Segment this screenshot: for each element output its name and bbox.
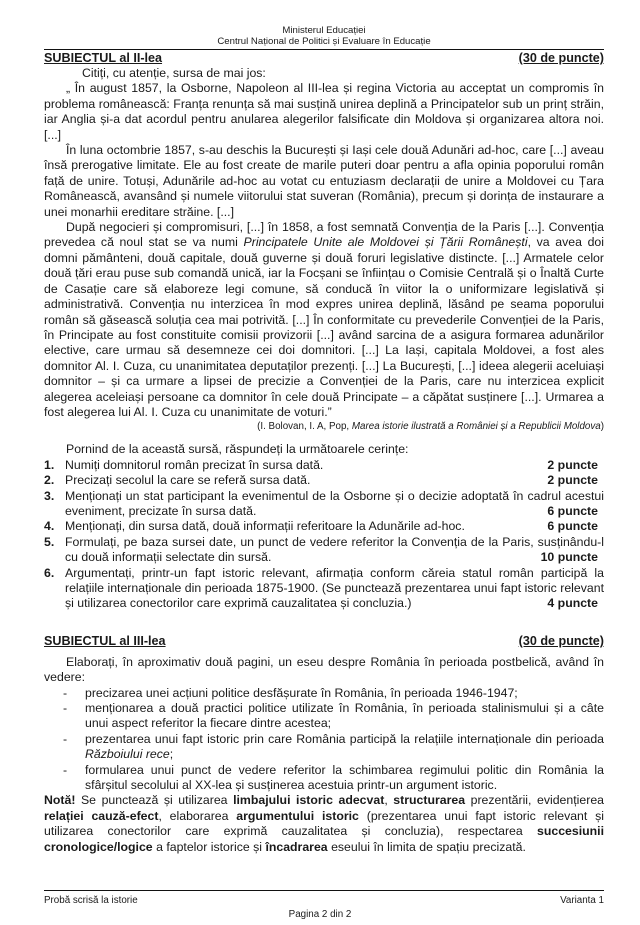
bold-term: relației cauză-efect	[44, 808, 159, 823]
subject-2-title: SUBIECTUL al II-lea	[44, 51, 163, 65]
text-span: După negocieri și compromisuri, [...] în 1858, a fost semnată Convenția de la Paris [...]. Convenția prevedea că noul stat se va numi	[44, 220, 604, 250]
text-span: a faptelor istorice și	[152, 839, 266, 854]
footer-divider	[44, 890, 604, 891]
subject-2-points: (30 de puncte)	[518, 51, 604, 65]
source-paragraph-1: „ În august 1857, la Osborne, Napoleon al III-lea și regina Victoria au acceptat un compromis în problema românească: Franța renunța să mai susțină unirea deplină a Principatelor sub un prinț străin, iar Anglia și-a dat acordul pentru anularea alegerilor falsificate din Moldova și organizarea altora noi. [...]	[44, 81, 604, 142]
dash-bullet-icon: -	[63, 701, 68, 716]
question-row	[65, 519, 604, 534]
bold-term: structurarea	[393, 793, 466, 808]
questions-list	[44, 458, 604, 612]
text-span: prezentării, evidențierea	[465, 793, 605, 808]
text-span: ,	[384, 793, 394, 808]
requirement-item	[44, 686, 604, 701]
question-number: 2.	[44, 473, 55, 488]
dash-bullet-icon: -	[63, 731, 68, 746]
cold-war-italic: Războiului rece	[85, 747, 170, 762]
subject-2-heading	[44, 51, 604, 66]
subject-2-source	[44, 66, 604, 420]
exam-name: Probă scrisă la istorie	[44, 895, 138, 906]
ministry-name: Ministerul Educației	[282, 25, 366, 36]
instruction: Citiți, cu atenție, sursa de mai jos:	[82, 66, 266, 80]
requirement-item	[44, 763, 604, 794]
question-points: 2 puncte	[547, 457, 598, 472]
question-row	[65, 473, 604, 488]
question-item	[44, 489, 604, 520]
question-number: 5.	[44, 534, 55, 549]
question-number: 4.	[44, 519, 55, 534]
question-text: Argumentați, printr-un fapt istoric relevant, afirmația conform căreia statul român participă la relațiile internaționale din perioada 1875-1900. (Se punctează prezentarea unui fapt istoric relevant și utilizarea conectorilor care exprimă cauzalitatea și concluzia.)	[65, 565, 604, 611]
text-span: prezentarea unui fapt istoric prin care România participă la relațiile internaționale din perioada	[85, 731, 604, 746]
source-paragraph-2: În luna octombrie 1857, s-au deschis la București și Iași cele două Adunări ad-hoc, care [...] aveau însă prerogative limitate. Ele au fost create de marile puteri doar pentru a afla opinia poporului român față de unire. Totuși, Adunările ad-hoc au votat cu entuziasm declarații de unire a Moldovei cu Țara Românească, avansând și numele viitorului stat suveran (România), precum și dorința de instaurare a unei monarhii ereditare străine. [...]	[44, 143, 604, 219]
source-paragraph-3	[44, 220, 604, 420]
source-citation	[44, 421, 604, 433]
question-block	[65, 489, 604, 520]
question-text: Menționați, din sursa dată, două informații referitoare la Adunările ad-hoc.	[65, 519, 465, 534]
question-points: 6 puncte	[547, 519, 598, 534]
requirement-text	[85, 732, 604, 763]
requirement-item	[44, 732, 604, 763]
text-span: , elaborarea	[158, 808, 237, 823]
question-row	[65, 458, 604, 473]
requirement-text: precizarea unei acțiuni politice desfășurate în România, în perioada 1946-1947;	[85, 685, 518, 700]
header-divider	[44, 49, 604, 50]
requirement-item	[44, 701, 604, 732]
bold-term: încadrarea	[265, 839, 328, 854]
question-block	[65, 566, 604, 612]
question-item	[44, 458, 604, 473]
page-number: Pagina 2 din 2	[288, 909, 352, 920]
question-points: 2 puncte	[547, 473, 598, 488]
center-name: Centrul Național de Politici și Evaluare în Educație	[217, 36, 431, 47]
text-span: (prezentarea unui fapt istoric relevant și utilizarea conectorilor care exprimă cauzalitatea și concluzia), respectarea	[44, 808, 605, 839]
question-item	[44, 473, 604, 488]
question-points: 6 puncte	[547, 503, 598, 518]
dash-bullet-icon: -	[63, 685, 68, 700]
question-item	[44, 519, 604, 534]
bold-term: limbajului istoric adecvat	[233, 793, 385, 808]
questions-intro: Pornind de la această sursă, răspundeți la următoarele cerințe:	[66, 442, 409, 457]
text-span: Se punctează și utilizarea	[75, 793, 234, 808]
subject-3-points: (30 de puncte)	[518, 633, 604, 648]
text-span: , va avea doi domni pământeni, două capitale, două guverne și două foruri legislative distincte. [...] Armatele celor două țări erau puse sub comandă unică, iar la Focșani se înființau o Comisie Centrală și o Înaltă Curte de Casație care să elaboreze legi comune, să conducă în viitor la o uniformizare legislativă și administrativă. Convenția nu interzicea în mod expres unirea deplină, lăsând pe seama poporului român să găsească soluția cea mai potrivită. [...] În conformitate cu prevederile Convenției de la Paris, în Principate au fost constituite comisii provizorii [...] având sarcina de a asigura formarea adunărilor elective, care urmau să desemneze cei doi domnitori. [...] La Iași, capitala Moldovei, a fost ales domnitor Al. I. Cuza, cu unanimitatea deputaților prezenți. [...] La București, [...] ideea alegerii aceluiași domnitor – și ca urmare a lipsei de precizie a Convenției de la Paris, care nu interzicea explicit alegerea aceleiași persoane ca domnitor în cele două Principate – a căpătat susținere [...]. Urmarea a fost alegerea lui Al. I. Cuza cu unanimitate de voturi.”	[44, 235, 604, 419]
citation-end: )	[600, 421, 604, 433]
question-item	[44, 535, 604, 566]
question-block	[65, 535, 604, 566]
question-number: 3.	[44, 488, 55, 503]
citation-title: Marea istorie ilustrată a României și a Republicii Moldova	[351, 421, 601, 433]
question-points: 4 puncte	[547, 596, 598, 611]
citation-authors: (I. Bolovan, I. A, Pop,	[257, 421, 352, 433]
requirement-text: menționarea a două practici politice utilizate în România, în perioada stalinismului și a câte unui aspect referitor la fiecare dintre acestea;	[85, 701, 604, 731]
question-text: Menționați un stat participant la evenimentul de la Osborne și o decizie adoptată în cadrul acestui eveniment, precizate în sursa dată.	[65, 488, 604, 518]
question-points: 10 puncte	[540, 550, 598, 565]
essay-intro: Elaborați, în aproximativ două pagini, un eseu despre România în perioada postbelică, având în vedere:	[44, 654, 604, 685]
page-header	[44, 0, 604, 47]
page-footer	[44, 895, 604, 907]
question-number: 6.	[44, 565, 55, 580]
question-text: Formulați, pe baza sursei date, un punct de vedere referitor la Convenția de la Paris, susținându-l cu două informații selectate din sursă.	[65, 534, 604, 565]
variant-label: Varianta 1	[560, 895, 604, 906]
subject-3-title: SUBIECTUL al III-lea	[44, 633, 166, 648]
text-span: ;	[169, 747, 174, 762]
exam-page	[44, 0, 604, 855]
question-text: Precizați secolul la care se referă sursa dată.	[65, 473, 311, 488]
question-item	[44, 566, 604, 612]
grading-note	[44, 793, 604, 855]
note-label: Notă!	[44, 793, 76, 808]
subject-3-heading	[44, 634, 604, 649]
state-name-italic: Principatele Unite ale Moldovei și Țării Românești	[243, 235, 528, 250]
bold-term: argumentului istoric	[236, 808, 359, 823]
text-span: eseului în limita de spațiu precizată.	[327, 839, 526, 854]
essay-requirements	[44, 686, 604, 794]
bold-term: succesiunii cronologice/logice	[44, 824, 604, 854]
requirement-text: formularea unui punct de vedere referitor la schimbarea regimului politic din România la sfârșitul secolului al XX-lea și susținerea acestuia printr-un argument istoric.	[85, 762, 604, 793]
question-text: Numiți domnitorul român precizat în sursa dată.	[65, 457, 324, 472]
question-number: 1.	[44, 457, 55, 472]
dash-bullet-icon: -	[63, 762, 68, 777]
